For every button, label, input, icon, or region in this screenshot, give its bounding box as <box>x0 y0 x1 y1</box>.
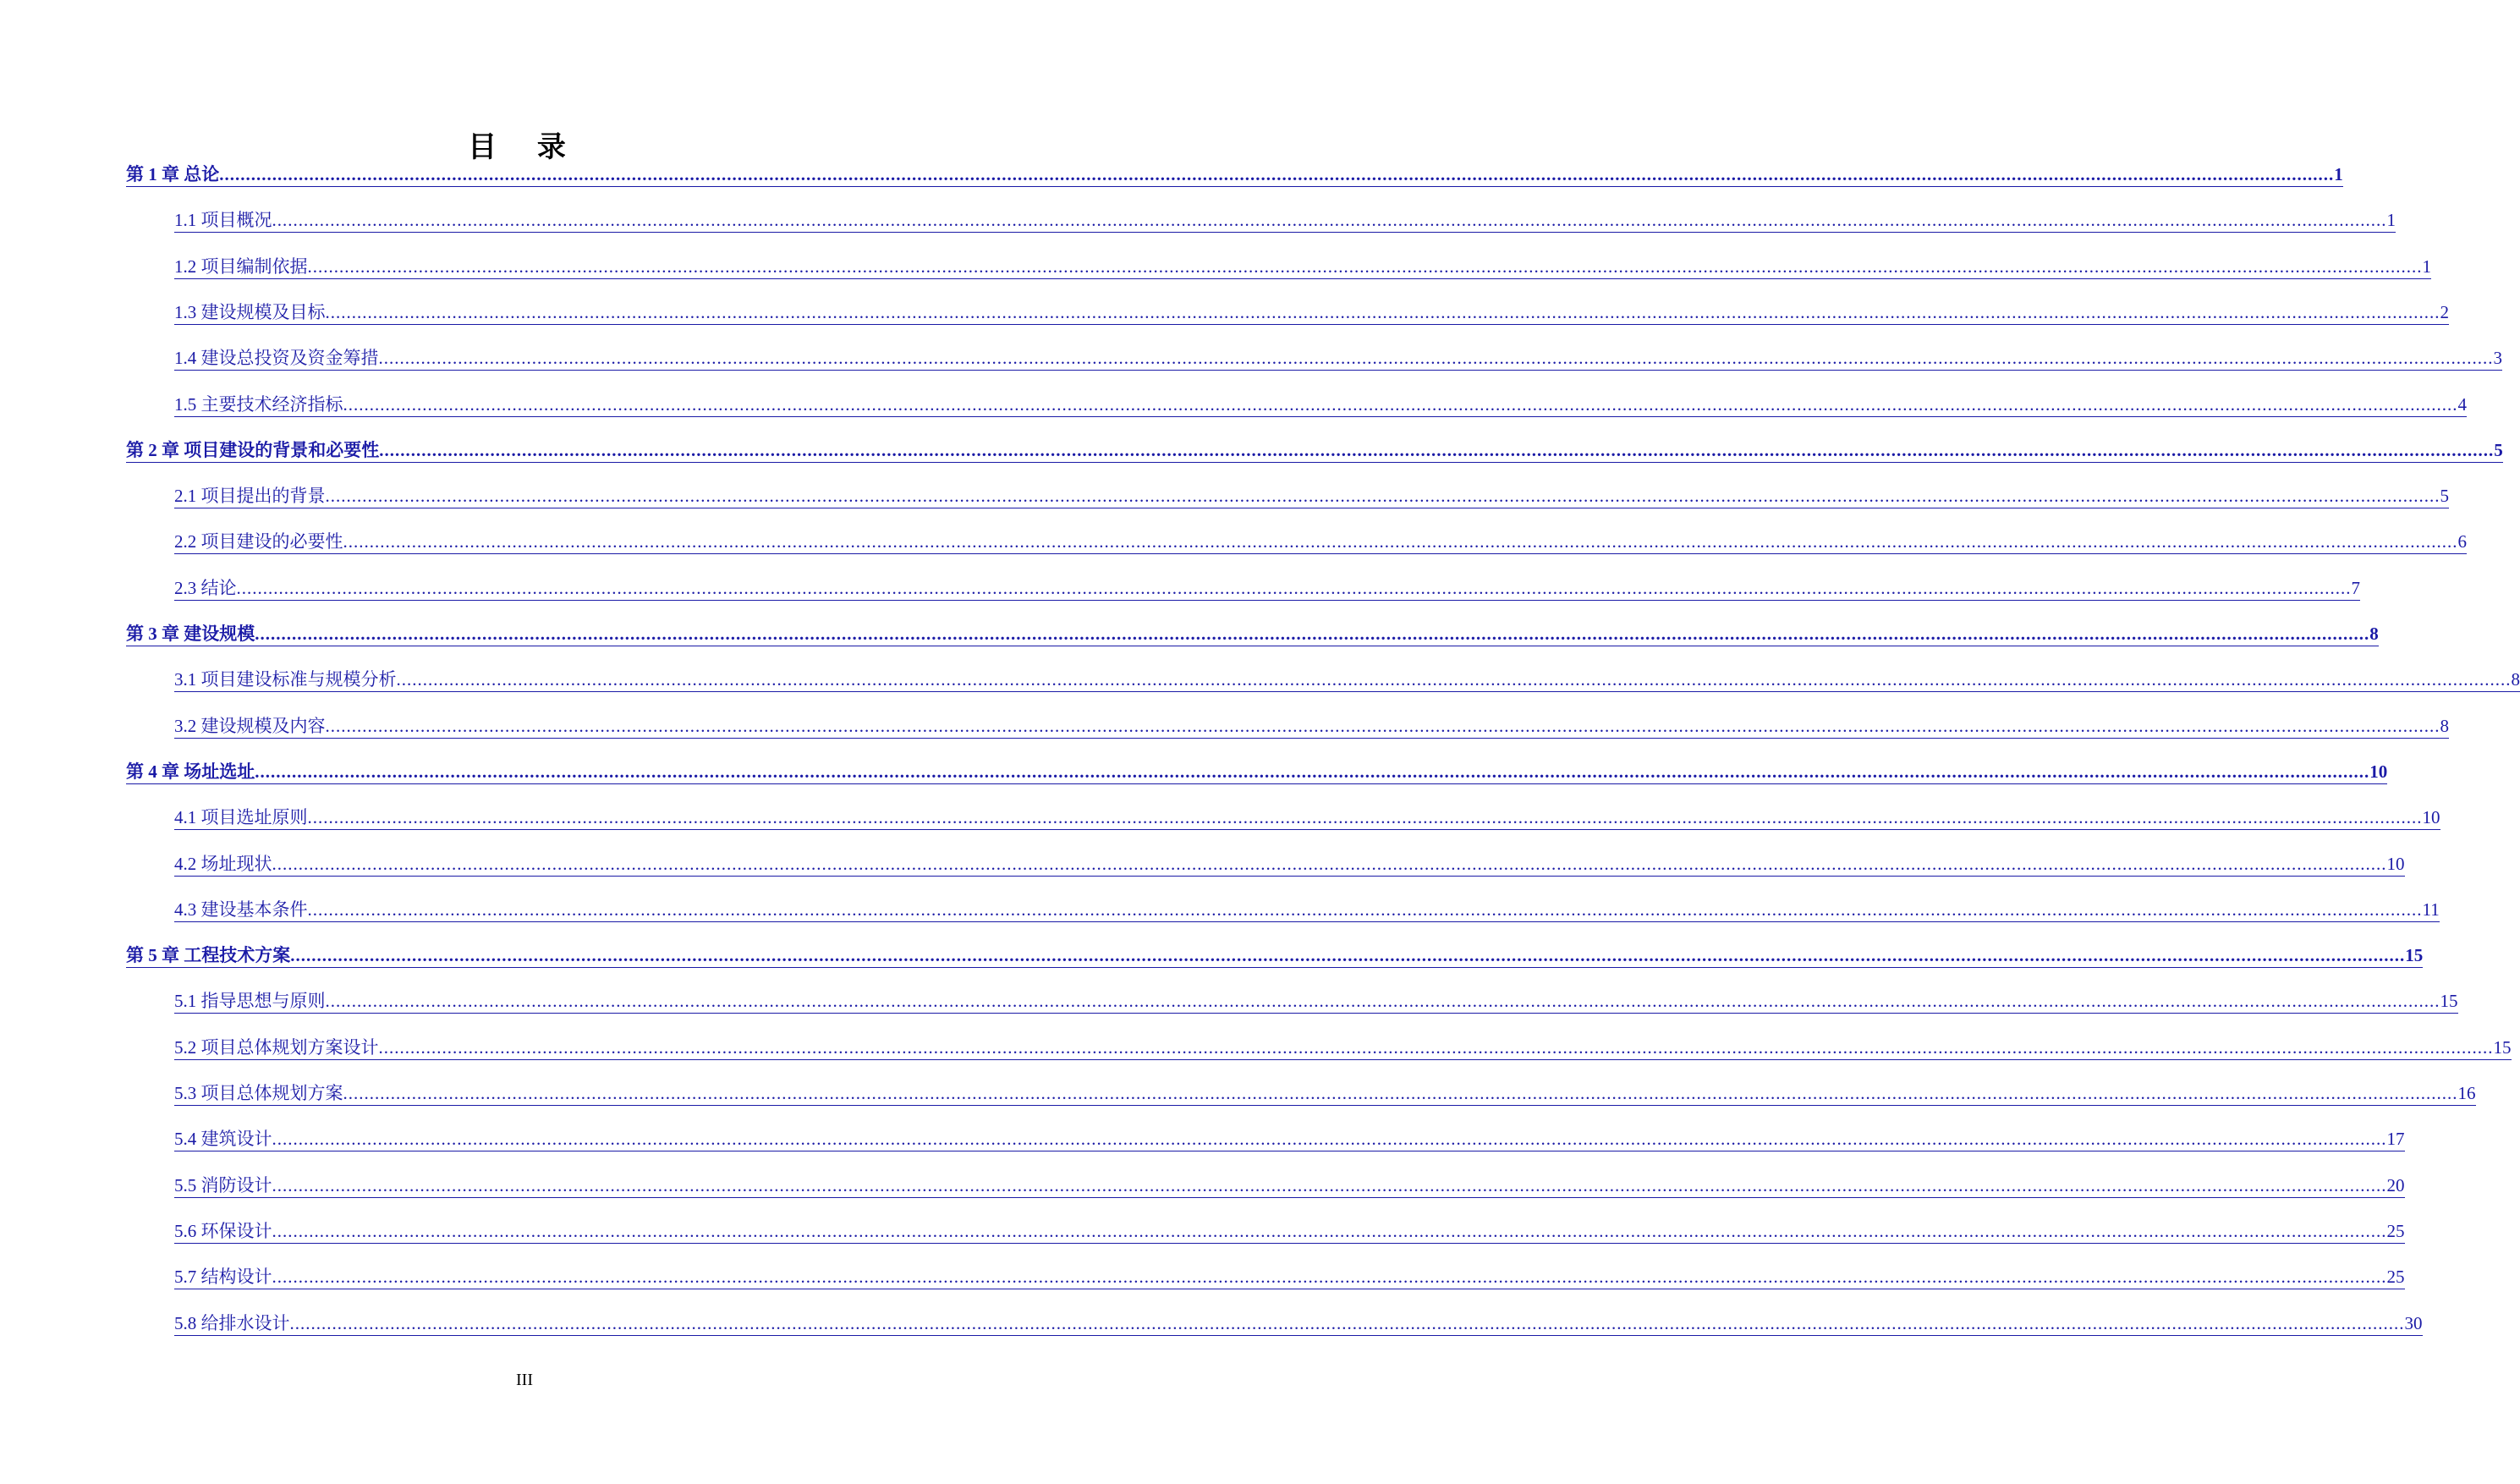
toc-entry-label: 1.1 项目概况 <box>174 209 272 233</box>
toc-dot-leader: ................................................................................................................................................................................................................................................................................................................................................................................................................ <box>379 347 2494 371</box>
toc-dot-leader: ................................................................................................................................................................................................................................................................................................................................................................................................................ <box>272 853 2387 877</box>
toc-entry-label: 5.1 指导思想与原则 <box>174 990 326 1014</box>
toc-dot-leader: ................................................................................................................................................................................................................................................................................................................................................................................................................ <box>326 715 2440 739</box>
toc-dot-leader: ................................................................................................................................................................................................................................................................................................................................................................................................................ <box>326 990 2440 1014</box>
toc-entry-label: 1.4 建设总投资及资金筹措 <box>174 347 379 371</box>
toc-entry-label: 5.2 项目总体规划方案设计 <box>174 1036 379 1060</box>
toc-dot-leader: ................................................................................................................................................................................................................................................................................................................................................................................................................ <box>272 1174 2387 1198</box>
toc-section-link[interactable] <box>174 1174 2405 1198</box>
toc-entry-page: 1 <box>2334 163 2343 187</box>
toc-entry-label: 第 5 章 工程技术方案 <box>126 944 290 968</box>
toc-entry-label: 4.1 项目选址原则 <box>174 806 308 830</box>
toc-section-link[interactable] <box>174 1036 2512 1060</box>
toc-entry-page: 7 <box>2352 577 2361 601</box>
toc-section-link[interactable] <box>174 393 2467 417</box>
toc-dot-leader: ................................................................................................................................................................................................................................................................................................................................................................................................................ <box>272 1266 2387 1289</box>
toc-dot-leader: ................................................................................................................................................................................................................................................................................................................................................................................................................ <box>255 623 2369 646</box>
toc-entry-label: 5.3 项目总体规划方案 <box>174 1082 343 1106</box>
toc-dot-leader: ................................................................................................................................................................................................................................................................................................................................................................................................................ <box>237 577 2352 601</box>
toc-entry-label: 1.2 项目编制依据 <box>174 256 308 279</box>
toc-section-link[interactable] <box>174 990 2458 1014</box>
toc-dot-leader: ................................................................................................................................................................................................................................................................................................................................................................................................................ <box>308 806 2423 830</box>
toc-entry-label: 2.3 结论 <box>174 577 237 601</box>
toc-entry-label: 4.2 场址现状 <box>174 853 272 877</box>
toc-entry-page: 5 <box>2440 485 2450 508</box>
toc-dot-leader: ................................................................................................................................................................................................................................................................................................................................................................................................................ <box>379 439 2494 463</box>
toc-section-link[interactable] <box>174 899 2440 922</box>
toc-entry-page: 25 <box>2387 1266 2405 1289</box>
toc-entry-label: 3.2 建设规模及内容 <box>174 715 326 739</box>
toc-entry-page: 20 <box>2387 1174 2405 1198</box>
toc-dot-leader: ................................................................................................................................................................................................................................................................................................................................................................................................................ <box>343 530 2458 554</box>
toc-entry-page: 10 <box>2423 806 2440 830</box>
toc-section-link[interactable] <box>174 1128 2405 1151</box>
toc-entry-label: 1.5 主要技术经济指标 <box>174 393 343 417</box>
toc-dot-leader: ................................................................................................................................................................................................................................................................................................................................................................................................................ <box>272 209 2387 233</box>
toc-entry-page: 8 <box>2369 623 2379 646</box>
toc-entry-page: 17 <box>2387 1128 2405 1151</box>
toc-dot-leader: ................................................................................................................................................................................................................................................................................................................................................................................................................ <box>290 1312 2405 1336</box>
toc-entry-page: 1 <box>2423 256 2432 279</box>
toc-entry-label: 2.1 项目提出的背景 <box>174 485 326 508</box>
toc-entry-label: 1.3 建设规模及目标 <box>174 301 326 325</box>
toc-entry-page: 16 <box>2458 1082 2476 1106</box>
toc-entry-label: 第 2 章 项目建设的背景和必要性 <box>126 439 379 463</box>
toc-dot-leader: ................................................................................................................................................................................................................................................................................................................................................................................................................ <box>290 944 2405 968</box>
toc-section-link[interactable] <box>174 715 2449 739</box>
toc-entry-label: 3.1 项目建设标准与规模分析 <box>174 668 397 692</box>
toc-entry-page: 4 <box>2458 393 2468 417</box>
toc-entry-page: 10 <box>2387 853 2405 877</box>
toc-entry-page: 15 <box>2440 990 2458 1014</box>
toc-section-link[interactable] <box>174 853 2405 877</box>
toc-dot-leader: ................................................................................................................................................................................................................................................................................................................................................................................................................ <box>272 1128 2387 1151</box>
toc-entry-page: 10 <box>2369 761 2387 784</box>
toc-chapter-link[interactable] <box>126 163 2343 187</box>
toc-dot-leader: ................................................................................................................................................................................................................................................................................................................................................................................................................ <box>326 301 2440 325</box>
toc-dot-leader: ................................................................................................................................................................................................................................................................................................................................................................................................................ <box>308 256 2423 279</box>
toc-section-link[interactable] <box>174 347 2502 371</box>
toc-entry-page: 15 <box>2405 944 2423 968</box>
toc-section-link[interactable] <box>174 1220 2405 1244</box>
toc-section-link[interactable] <box>174 530 2467 554</box>
page-number: III <box>516 1371 533 1389</box>
toc-entry-page: 30 <box>2405 1312 2423 1336</box>
toc-dot-leader: ................................................................................................................................................................................................................................................................................................................................................................................................................ <box>326 485 2440 508</box>
toc-entry-page: 3 <box>2494 347 2503 371</box>
toc-entry-label: 5.6 环保设计 <box>174 1220 272 1244</box>
toc-entry-page: 5 <box>2494 439 2503 463</box>
toc-entry-page: 1 <box>2387 209 2396 233</box>
toc-section-link[interactable] <box>174 1082 2476 1106</box>
toc-section-link[interactable] <box>174 209 2396 233</box>
toc-dot-leader: ................................................................................................................................................................................................................................................................................................................................................................................................................ <box>379 1036 2494 1060</box>
toc-entry-page: 25 <box>2387 1220 2405 1244</box>
toc-section-link[interactable] <box>174 256 2431 279</box>
toc-title: 目 录 <box>468 130 581 164</box>
toc-chapter-link[interactable] <box>126 623 2379 646</box>
toc-section-link[interactable] <box>174 301 2449 325</box>
toc-section-link[interactable] <box>174 1312 2423 1336</box>
toc-entry-page: 6 <box>2458 530 2468 554</box>
toc-dot-leader: ................................................................................................................................................................................................................................................................................................................................................................................................................ <box>343 1082 2458 1106</box>
toc-entry-label: 5.4 建筑设计 <box>174 1128 272 1151</box>
toc-chapter-link[interactable] <box>126 944 2424 968</box>
toc-entry-page: 8 <box>2440 715 2450 739</box>
toc-section-link[interactable] <box>174 485 2449 508</box>
toc-entry-page: 8 <box>2512 668 2520 692</box>
toc-entry-page: 2 <box>2440 301 2450 325</box>
toc-chapter-link[interactable] <box>126 761 2388 784</box>
toc-chapter-link[interactable] <box>126 439 2503 463</box>
toc-section-link[interactable] <box>174 806 2440 830</box>
toc-entry-label: 5.8 给排水设计 <box>174 1312 290 1336</box>
toc-dot-leader: ................................................................................................................................................................................................................................................................................................................................................................................................................ <box>219 163 2334 187</box>
toc-dot-leader: ................................................................................................................................................................................................................................................................................................................................................................................................................ <box>272 1220 2387 1244</box>
toc-entry-label: 第 4 章 场址选址 <box>126 761 255 784</box>
toc-section-link[interactable] <box>174 577 2360 601</box>
toc-entry-label: 5.5 消防设计 <box>174 1174 272 1198</box>
toc-entry-label: 4.3 建设基本条件 <box>174 899 308 922</box>
toc-section-link[interactable] <box>174 668 2520 692</box>
toc-entry-label: 第 3 章 建设规模 <box>126 623 255 646</box>
toc-entry-label: 第 1 章 总论 <box>126 163 219 187</box>
toc-dot-leader: ................................................................................................................................................................................................................................................................................................................................................................................................................ <box>255 761 2369 784</box>
toc-dot-leader: ................................................................................................................................................................................................................................................................................................................................................................................................................ <box>308 899 2423 922</box>
toc-dot-leader: ................................................................................................................................................................................................................................................................................................................................................................................................................ <box>397 668 2512 692</box>
toc-entry-label: 2.2 项目建设的必要性 <box>174 530 343 554</box>
toc-entry-page: 15 <box>2494 1036 2512 1060</box>
toc-dot-leader: ................................................................................................................................................................................................................................................................................................................................................................................................................ <box>343 393 2458 417</box>
toc-entry-page: 11 <box>2423 899 2440 922</box>
toc-entry-label: 5.7 结构设计 <box>174 1266 272 1289</box>
toc-section-link[interactable] <box>174 1266 2405 1289</box>
